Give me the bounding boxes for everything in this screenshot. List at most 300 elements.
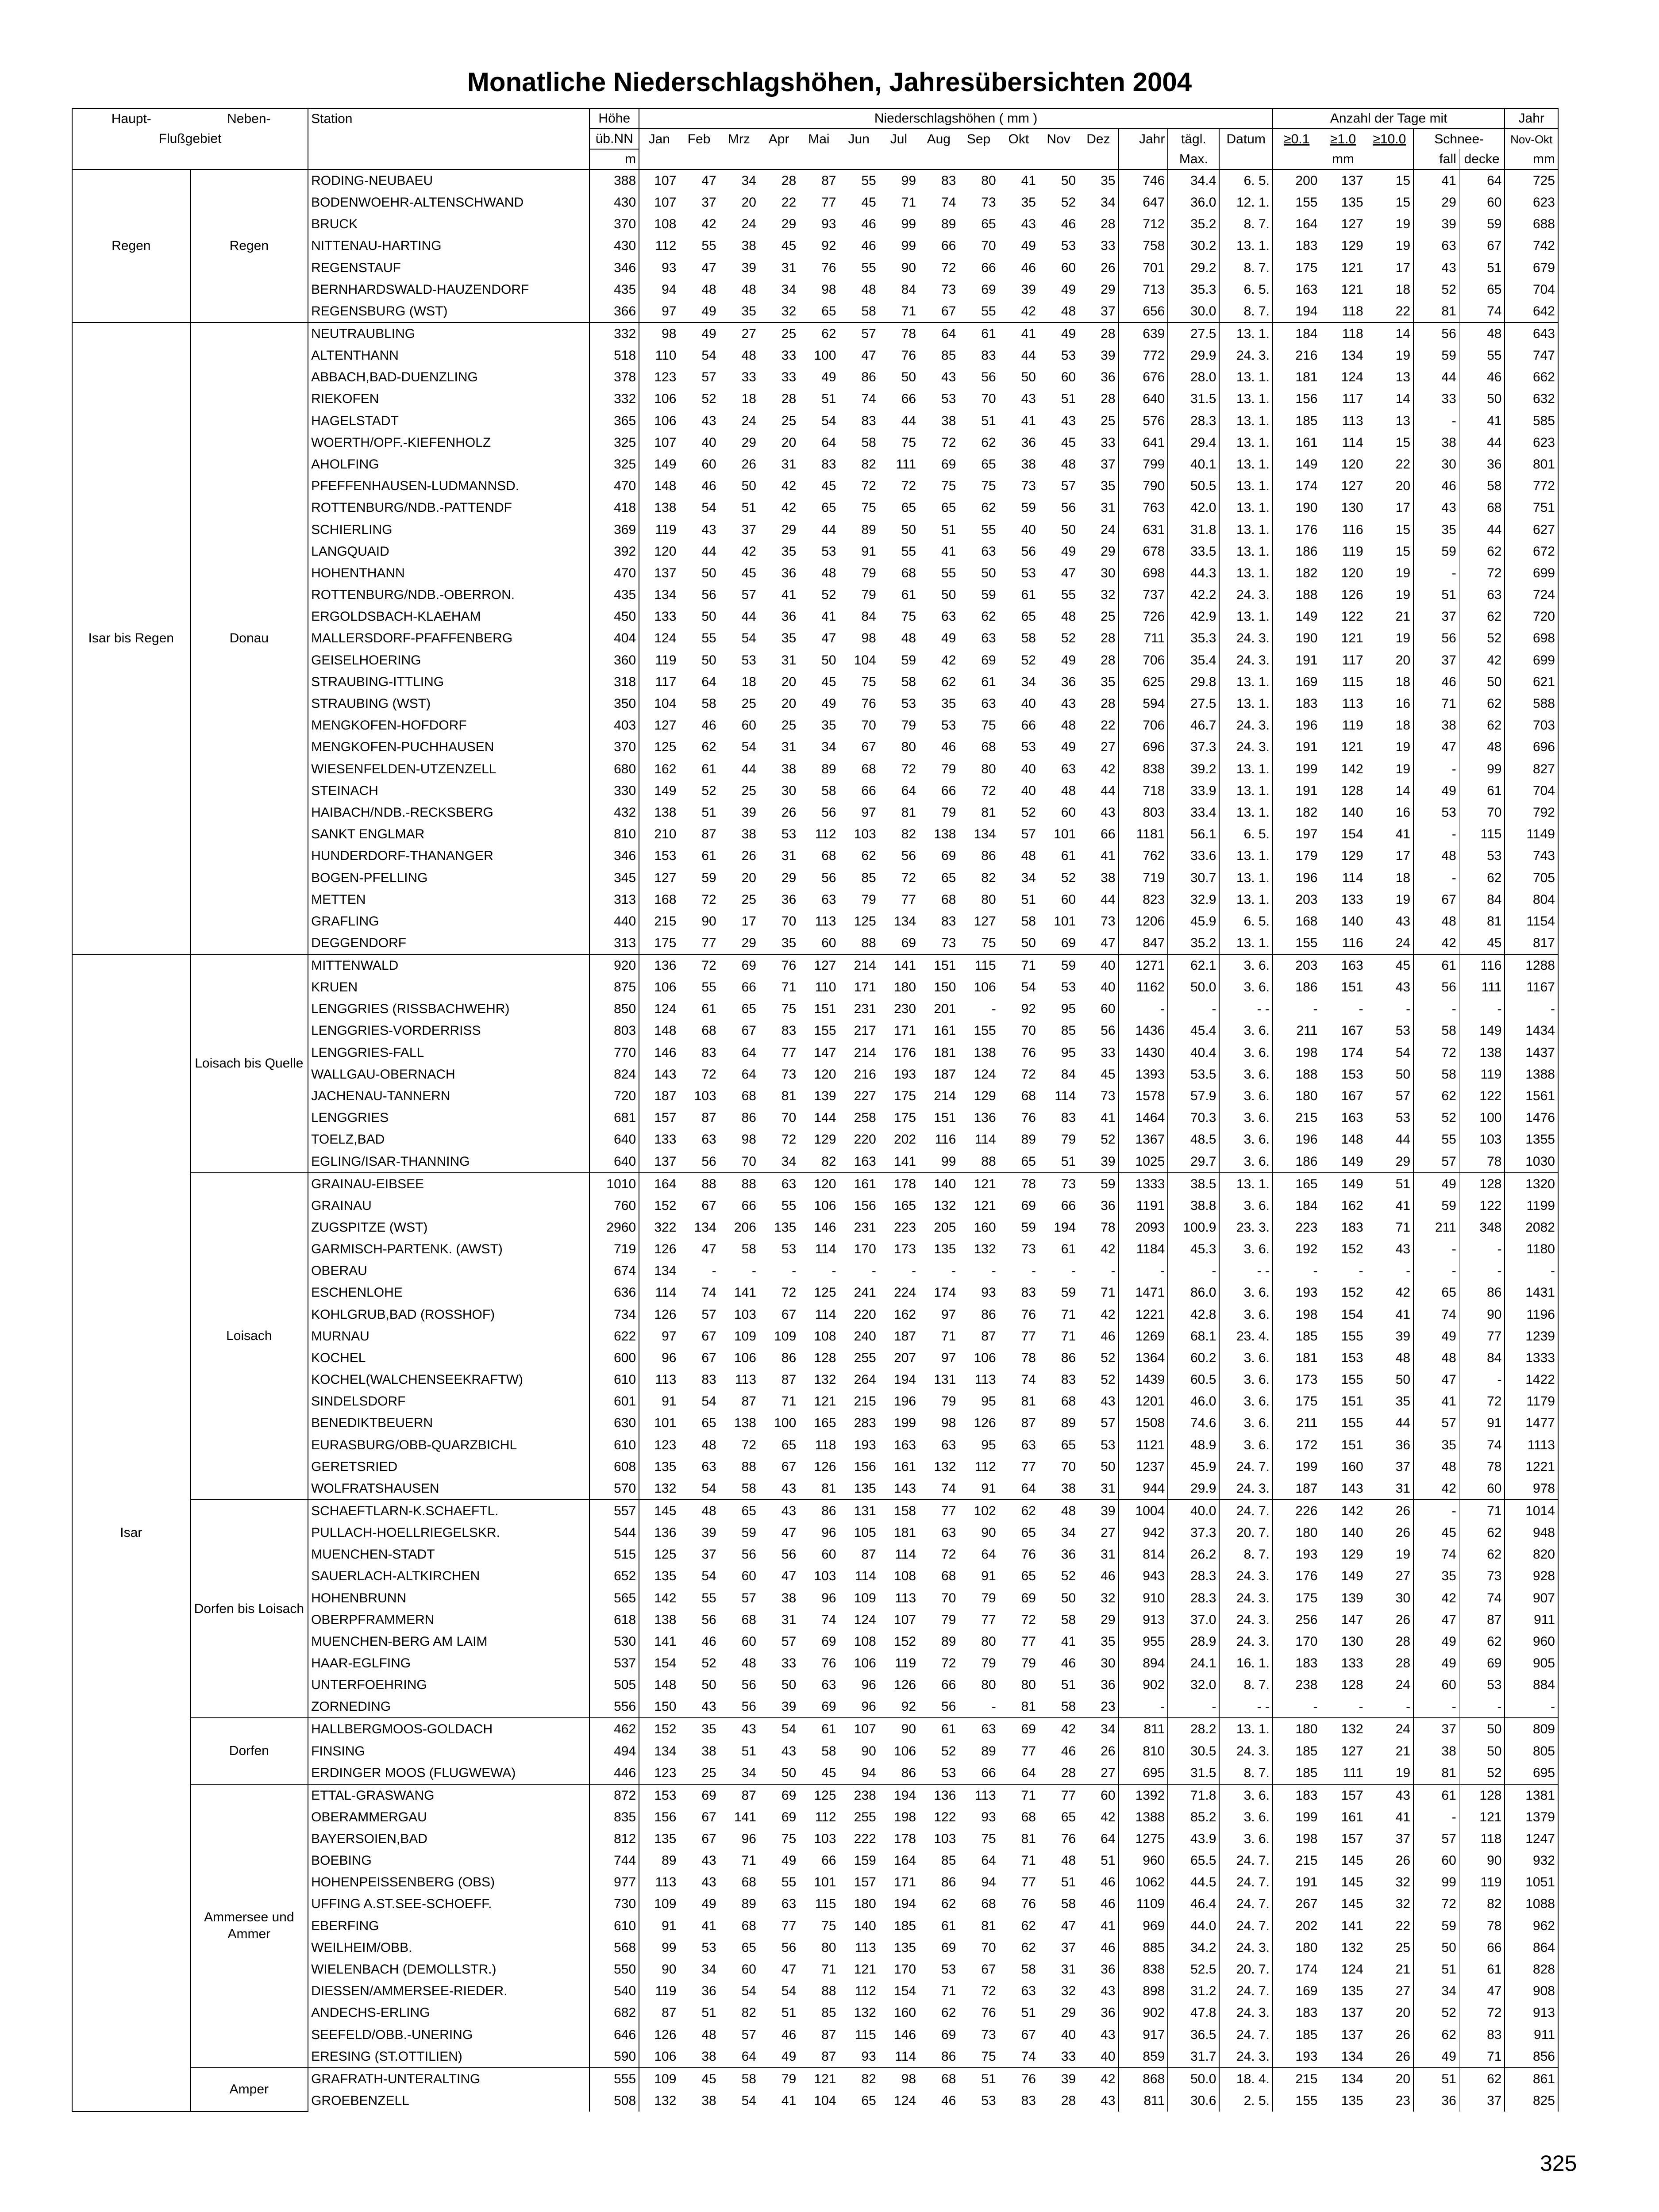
cell-jan: 146 xyxy=(654,1045,677,1060)
cell-jahr-novokt: 642 xyxy=(1505,300,1558,323)
cell-tage-100: 44 xyxy=(1366,1412,1413,1434)
cell-jul: 171 xyxy=(894,1875,916,1890)
cell-datum: 6. 5. xyxy=(1219,169,1273,192)
cell-tage-100: 71 xyxy=(1366,1217,1413,1238)
header-station-spacer2 xyxy=(308,149,589,169)
cell-station: NITTENAU-HARTING xyxy=(308,235,589,257)
cell-tage-10: 116 xyxy=(1342,522,1363,537)
cell-jan: 134 xyxy=(654,588,677,603)
header-month-apr: Apr xyxy=(768,131,789,146)
cell-schnee-decke: 72 xyxy=(1459,2002,1505,2024)
cell-schnee-decke: 78 xyxy=(1459,1456,1505,1478)
cell-schnee-decke: 87 xyxy=(1459,1609,1505,1631)
cell-sep: 127 xyxy=(974,914,996,929)
cell-nov: 50 xyxy=(1061,1590,1076,1605)
cell-jan: 135 xyxy=(654,1569,677,1584)
cell-mrz: 39 xyxy=(741,805,756,820)
cell-jahr: 647 xyxy=(1119,192,1168,213)
cell-mai: 139 xyxy=(814,1089,836,1104)
cell-okt: 43 xyxy=(1021,217,1036,232)
cell-dez: 28 xyxy=(1078,213,1118,235)
cell-station: ETTAL-GRASWANG xyxy=(308,1784,589,1806)
cell-hoehe: 636 xyxy=(589,1282,639,1303)
cell-tage-10: 145 xyxy=(1341,1875,1363,1890)
cell-schnee-fall: - xyxy=(1413,562,1459,584)
cell-mai: 35 xyxy=(821,718,836,733)
header-nov-okt: Nov-Okt xyxy=(1505,129,1558,149)
cell-apr: 55 xyxy=(781,1198,797,1213)
cell-apr: 51 xyxy=(781,2005,797,2020)
cell-jul: 99 xyxy=(901,173,916,188)
cell-schnee-fall: 41 xyxy=(1413,169,1459,192)
cell-tage-100: 16 xyxy=(1366,693,1413,714)
cell-jan: 134 xyxy=(654,1743,677,1759)
cell-jun: 121 xyxy=(854,1962,876,1977)
cell-taegl-max: 29.9 xyxy=(1168,345,1219,366)
cell-jahr: 1364 xyxy=(1119,1347,1168,1369)
cell-jun: 65 xyxy=(861,2093,876,2108)
cell-mai: 60 xyxy=(821,936,836,950)
cell-tage-10: 167 xyxy=(1341,1089,1363,1104)
cell-tage-01: 190 xyxy=(1295,500,1318,515)
cell-mai: 76 xyxy=(821,1656,836,1671)
cell-mrz: 64 xyxy=(741,1067,756,1082)
cell-feb: 65 xyxy=(701,1416,716,1431)
cell-apr: 53 xyxy=(781,1241,797,1256)
cell-dez: 42 xyxy=(1078,758,1118,780)
cell-hoehe: 835 xyxy=(589,1806,639,1828)
cell-jun: 106 xyxy=(854,1656,876,1671)
cell-jul: 193 xyxy=(894,1067,916,1082)
cell-jul: 107 xyxy=(894,1612,916,1627)
cell-mai: 92 xyxy=(821,238,836,253)
cell-apr: 31 xyxy=(781,457,797,472)
cell-mrz: 58 xyxy=(741,1481,756,1496)
cell-jan: 134 xyxy=(654,1263,677,1279)
cell-tage-100: 27 xyxy=(1366,1980,1413,2002)
cell-jahr-novokt: 805 xyxy=(1505,1740,1558,1762)
cell-tage-10: 129 xyxy=(1341,1547,1363,1562)
cell-okt: 48 xyxy=(1021,849,1036,864)
cell-nov: 61 xyxy=(1061,849,1076,864)
cell-tage-10: 115 xyxy=(1342,674,1363,689)
cell-station: ZUGSPITZE (WST) xyxy=(308,1217,589,1238)
cell-jahr-novokt: 913 xyxy=(1505,2002,1558,2024)
cell-jahr-novokt: 1388 xyxy=(1505,1064,1558,1085)
cell-feb: 38 xyxy=(701,2093,716,2108)
cell-jahr-novokt: 1088 xyxy=(1505,1893,1558,1915)
cell-hoehe: 505 xyxy=(589,1674,639,1696)
cell-jahr: 678 xyxy=(1119,541,1168,562)
cell-datum: 13. 1. xyxy=(1219,323,1273,345)
cell-tage-01: 156 xyxy=(1295,392,1318,407)
header-station-spacer xyxy=(308,129,589,149)
cell-aug: 63 xyxy=(941,609,956,624)
cell-sep: 61 xyxy=(958,323,998,345)
cell-sep: 56 xyxy=(981,370,996,385)
cell-station: PFEFFENHAUSEN-LUDMANNSD. xyxy=(308,475,589,497)
cell-jahr: 1206 xyxy=(1119,910,1168,932)
header-month-jun: Jun xyxy=(848,131,870,146)
cell-taegl-max: 45.4 xyxy=(1168,1020,1219,1041)
cell-mai: 44 xyxy=(821,522,836,537)
cell-aug: 35 xyxy=(941,696,956,711)
cell-station: SCHIERLING xyxy=(308,518,589,540)
cell-tage-10: 120 xyxy=(1341,457,1363,472)
cell-schnee-fall: 51 xyxy=(1413,2068,1459,2090)
cell-jahr: 942 xyxy=(1119,1522,1168,1544)
cell-tage-01: 199 xyxy=(1295,1459,1318,1474)
cell-mai: 49 xyxy=(821,696,836,711)
cell-schnee-fall: 60 xyxy=(1413,1674,1459,1696)
header-datum-spacer xyxy=(1219,149,1273,169)
cell-jahr-novokt: 1333 xyxy=(1505,1347,1558,1369)
cell-jan: 91 xyxy=(662,1918,677,1933)
cell-station: SINDELSDORF xyxy=(308,1390,589,1412)
cell-mai: 69 xyxy=(821,1699,836,1714)
cell-hoehe: 370 xyxy=(589,736,639,758)
cell-feb: 87 xyxy=(701,827,716,842)
cell-mrz: 70 xyxy=(741,1154,756,1169)
cell-jun: 170 xyxy=(854,1241,876,1256)
cell-tage-01: 169 xyxy=(1295,1984,1318,1999)
cell-mrz: 24 xyxy=(741,413,756,428)
cell-feb: 55 xyxy=(701,238,716,253)
cell-dez: 27 xyxy=(1078,736,1118,758)
cell-mrz: 51 xyxy=(741,500,756,515)
cell-feb: - xyxy=(712,1263,716,1279)
cell-mrz: 18 xyxy=(741,392,756,407)
cell-mai: 82 xyxy=(821,1154,836,1169)
cell-hoehe: 330 xyxy=(589,780,639,802)
cell-feb: 62 xyxy=(701,740,716,755)
cell-sep: 87 xyxy=(981,1329,996,1344)
cell-jun: 62 xyxy=(861,849,876,864)
cell-station: REGENSTAUF xyxy=(308,257,589,279)
cell-aug: 77 xyxy=(919,1500,958,1522)
cell-dez: 40 xyxy=(1078,2046,1118,2068)
cell-jahr: 695 xyxy=(1119,1762,1168,1784)
cell-sep: 63 xyxy=(981,631,996,646)
cell-tage-01: 181 xyxy=(1295,1350,1318,1365)
cell-jahr: 1333 xyxy=(1119,1173,1168,1195)
cell-apr: 30 xyxy=(781,783,797,798)
cell-feb: 46 xyxy=(701,1634,716,1649)
cell-nov: 59 xyxy=(1061,1285,1076,1300)
cell-jul: 71 xyxy=(901,303,916,319)
haupt-flussgebiet-cell: Regen xyxy=(72,169,190,323)
cell-jahr: 718 xyxy=(1119,780,1168,802)
cell-schnee-fall: 81 xyxy=(1413,1762,1459,1784)
cell-jan: 93 xyxy=(662,260,677,275)
cell-tage-100: 19 xyxy=(1366,345,1413,366)
cell-apr: 87 xyxy=(781,1372,797,1387)
cell-taegl-max: 31.5 xyxy=(1168,1762,1219,1784)
cell-tage-01: 161 xyxy=(1295,435,1318,450)
cell-jul: 126 xyxy=(894,1678,916,1693)
cell-hoehe: 622 xyxy=(589,1325,639,1347)
cell-tage-100: 41 xyxy=(1366,1303,1413,1325)
cell-taegl-max: 36.5 xyxy=(1168,2024,1219,2046)
cell-feb: 59 xyxy=(701,870,716,885)
cell-jun: 89 xyxy=(861,522,876,537)
cell-aug: 72 xyxy=(941,1547,956,1562)
cell-schnee-fall: 46 xyxy=(1413,671,1459,693)
cell-station: BAYERSOIEN,BAD xyxy=(308,1828,589,1850)
cell-okt: 81 xyxy=(1021,1394,1036,1409)
cell-tage-100: 22 xyxy=(1366,300,1413,323)
cell-taegl-max: 28.3 xyxy=(1168,1565,1219,1587)
cell-jahr: 1436 xyxy=(1119,1020,1168,1041)
cell-jan: 175 xyxy=(654,936,677,950)
cell-jahr-novokt: 907 xyxy=(1505,1587,1558,1609)
cell-schnee-fall: 55 xyxy=(1413,1129,1459,1150)
cell-jun: 113 xyxy=(855,1940,876,1955)
cell-nov: 53 xyxy=(1061,348,1076,363)
cell-feb: 72 xyxy=(701,1067,716,1082)
cell-station: ESCHENLOHE xyxy=(308,1282,589,1303)
cell-tage-10: 126 xyxy=(1341,588,1363,603)
neben-flussgebiet-cell: Loisach bis Quelle xyxy=(190,954,308,1173)
cell-schnee-decke: 50 xyxy=(1459,1740,1505,1762)
cell-tage-100: 41 xyxy=(1366,1806,1413,1828)
cell-jahr: 955 xyxy=(1119,1631,1168,1652)
cell-tage-10: 137 xyxy=(1341,2027,1363,2042)
cell-jahr-novokt: - xyxy=(1505,1696,1558,1718)
cell-aug: 43 xyxy=(941,370,956,385)
cell-tage-10: 117 xyxy=(1342,392,1363,407)
cell-sep: 136 xyxy=(974,1110,996,1125)
cell-datum: 8. 7. xyxy=(1219,213,1273,235)
cell-tage-01: 185 xyxy=(1295,1743,1318,1759)
cell-tage-100: 18 xyxy=(1366,671,1413,693)
cell-sep: - xyxy=(991,1263,996,1279)
cell-sep: 55 xyxy=(981,522,996,537)
cell-sep: 65 xyxy=(981,457,996,472)
cell-jan: 98 xyxy=(639,323,679,345)
cell-jun: 220 xyxy=(854,1132,876,1147)
cell-tage-100: 50 xyxy=(1366,1369,1413,1390)
cell-apr: 54 xyxy=(759,1718,799,1740)
cell-feb: 48 xyxy=(701,282,716,297)
cell-tage-10: 128 xyxy=(1341,783,1363,798)
cell-mai: 113 xyxy=(815,914,836,929)
cell-dez: 46 xyxy=(1078,1937,1118,1959)
cell-tage-10: 161 xyxy=(1341,1809,1363,1824)
cell-jul: 181 xyxy=(894,1525,916,1540)
cell-mai: 126 xyxy=(814,1459,836,1474)
cell-taegl-max: 30.7 xyxy=(1168,867,1219,888)
cell-tage-10: 121 xyxy=(1341,740,1363,755)
cell-nov: 53 xyxy=(1061,980,1076,995)
cell-jahr-novokt: 1154 xyxy=(1505,910,1558,932)
cell-tage-01: 191 xyxy=(1295,1875,1318,1890)
cell-mai: 98 xyxy=(821,282,836,297)
cell-jahr-novokt: 725 xyxy=(1505,169,1558,192)
cell-nov: 84 xyxy=(1061,1067,1076,1082)
cell-jahr-novokt: 1247 xyxy=(1505,1828,1558,1850)
cell-apr: 25 xyxy=(759,323,799,345)
cell-okt: 52 xyxy=(1021,653,1036,668)
cell-sep: 91 xyxy=(981,1569,996,1584)
cell-taegl-max: 33.9 xyxy=(1168,780,1219,802)
cell-hoehe: 760 xyxy=(589,1195,639,1217)
cell-tage-10: - xyxy=(1359,1002,1363,1017)
cell-tage-100: 37 xyxy=(1366,1456,1413,1478)
cell-jan: 143 xyxy=(654,1067,677,1082)
cell-taegl-max: 28.2 xyxy=(1168,1718,1219,1740)
cell-sep: 129 xyxy=(974,1089,996,1104)
cell-tage-10: 121 xyxy=(1341,631,1363,646)
cell-station: OBERPFRAMMERN xyxy=(308,1609,589,1631)
cell-mai: 89 xyxy=(821,761,836,776)
cell-schnee-fall: 62 xyxy=(1413,2024,1459,2046)
cell-schnee-decke: - xyxy=(1459,1238,1505,1260)
cell-apr: 49 xyxy=(781,1853,797,1868)
cell-jun: 68 xyxy=(861,761,876,776)
cell-jun: 48 xyxy=(861,282,876,297)
cell-jun: 216 xyxy=(854,1067,876,1082)
cell-dez: 43 xyxy=(1078,2090,1118,2112)
cell-tage-100: 23 xyxy=(1366,2090,1413,2112)
cell-jahr: 799 xyxy=(1119,453,1168,475)
cell-apr: 45 xyxy=(781,238,797,253)
cell-feb: 49 xyxy=(679,323,719,345)
cell-tage-01: 194 xyxy=(1295,303,1318,319)
cell-datum: 3. 6. xyxy=(1219,1412,1273,1434)
cell-datum: 13. 1. xyxy=(1219,518,1273,540)
cell-mrz: 56 xyxy=(741,1547,756,1562)
cell-jan: 135 xyxy=(654,1459,677,1474)
cell-schnee-fall: 59 xyxy=(1413,541,1459,562)
cell-mrz: 58 xyxy=(719,2068,759,2090)
cell-tage-10: 137 xyxy=(1341,2005,1363,2020)
cell-schnee-fall: 47 xyxy=(1413,1609,1459,1631)
cell-feb: 67 xyxy=(701,1809,716,1824)
cell-schnee-decke: 74 xyxy=(1459,1587,1505,1609)
cell-schnee-decke: 60 xyxy=(1459,1478,1505,1500)
cell-tage-100: 27 xyxy=(1366,1565,1413,1587)
cell-schnee-decke: 74 xyxy=(1459,1434,1505,1456)
cell-mrz: 42 xyxy=(741,544,756,559)
cell-apr: 42 xyxy=(781,479,797,494)
cell-jul: 141 xyxy=(894,1154,916,1169)
cell-jan: 112 xyxy=(655,238,677,253)
cell-mrz: 66 xyxy=(741,1198,756,1213)
cell-tage-100: 15 xyxy=(1366,192,1413,213)
cell-station: MURNAU xyxy=(308,1325,589,1347)
cell-datum: 8. 7. xyxy=(1219,257,1273,279)
cell-mrz: 33 xyxy=(741,370,756,385)
cell-jahr-novokt: 1476 xyxy=(1505,1107,1558,1129)
cell-tage-100: 44 xyxy=(1366,1129,1413,1150)
cell-tage-100: 22 xyxy=(1366,453,1413,475)
cell-jan: 141 xyxy=(654,1634,677,1649)
cell-jun: 283 xyxy=(854,1416,876,1431)
cell-nov: 33 xyxy=(1061,2049,1076,2064)
cell-tage-100: 19 xyxy=(1366,213,1413,235)
cell-mrz: 38 xyxy=(741,827,756,842)
cell-mrz: 51 xyxy=(741,1743,756,1759)
cell-sep: 63 xyxy=(981,696,996,711)
cell-okt: 69 xyxy=(999,1718,1039,1740)
cell-okt: 51 xyxy=(1021,892,1036,907)
cell-station: SAUERLACH-ALTKIRCHEN xyxy=(308,1565,589,1587)
cell-tage-10: 134 xyxy=(1320,2068,1366,2090)
cell-jun: 94 xyxy=(861,1765,876,1780)
cell-schnee-decke: 78 xyxy=(1459,1915,1505,1937)
cell-apr: 25 xyxy=(781,718,797,733)
cell-nov: 85 xyxy=(1061,1023,1076,1038)
cell-taegl-max: 53.5 xyxy=(1168,1064,1219,1085)
cell-jun: 193 xyxy=(854,1437,876,1452)
cell-jun: 55 xyxy=(861,173,876,188)
cell-jul: 78 xyxy=(879,323,919,345)
cell-sep: 63 xyxy=(958,1718,998,1740)
cell-jahr: 712 xyxy=(1119,213,1168,235)
cell-hoehe: 850 xyxy=(589,998,639,1020)
cell-sep: 94 xyxy=(981,1875,996,1890)
cell-jun: 227 xyxy=(854,1089,876,1104)
cell-taegl-max: 45.3 xyxy=(1168,1238,1219,1260)
cell-datum: 13. 1. xyxy=(1219,802,1273,823)
cell-nov: 77 xyxy=(1039,1784,1078,1806)
cell-jul: 84 xyxy=(901,282,916,297)
cell-tage-10: 149 xyxy=(1320,1173,1366,1195)
cell-okt: 77 xyxy=(1021,1634,1036,1649)
cell-tage-10: 111 xyxy=(1343,1765,1363,1780)
cell-feb: 48 xyxy=(701,2027,716,2042)
cell-datum: 13. 1. xyxy=(1219,758,1273,780)
cell-datum: 24. 3. xyxy=(1219,714,1273,736)
cell-datum: 13. 1. xyxy=(1219,932,1273,954)
cell-aug: 65 xyxy=(941,500,956,515)
cell-apr: 47 xyxy=(781,1569,797,1584)
cell-taegl-max: 30.6 xyxy=(1168,2090,1219,2112)
cell-jahr-novokt: 817 xyxy=(1505,932,1558,954)
cell-tage-100: 13 xyxy=(1366,410,1413,432)
cell-hoehe: 555 xyxy=(589,2068,639,2090)
cell-apr: 43 xyxy=(759,1500,799,1522)
cell-tage-100: 19 xyxy=(1366,758,1413,780)
cell-mai: 51 xyxy=(821,392,836,407)
cell-hoehe: 734 xyxy=(589,1303,639,1325)
cell-tage-01: 164 xyxy=(1295,217,1318,232)
cell-schnee-decke: 77 xyxy=(1459,1325,1505,1347)
cell-hoehe: 462 xyxy=(589,1718,639,1740)
cell-jul: 230 xyxy=(894,1002,916,1017)
cell-mai: 114 xyxy=(815,1241,836,1256)
cell-tage-100: 20 xyxy=(1366,2068,1413,2090)
cell-aug: 53 xyxy=(941,1765,956,1780)
cell-dez: 52 xyxy=(1078,1129,1118,1150)
cell-apr: 135 xyxy=(774,1220,797,1235)
cell-aug: 85 xyxy=(941,1853,956,1868)
cell-jul: 114 xyxy=(895,1547,916,1562)
cell-jun: 90 xyxy=(861,1743,876,1759)
cell-dez: 36 xyxy=(1078,2002,1118,2024)
cell-jan: 150 xyxy=(654,1699,677,1714)
cell-jul: 82 xyxy=(901,827,916,842)
cell-sep: 134 xyxy=(974,827,996,842)
cell-mrz: 20 xyxy=(741,195,756,210)
cell-station: WIESENFELDEN-UTZENZELL xyxy=(308,758,589,780)
cell-apr: 42 xyxy=(781,500,797,515)
cell-datum: 24. 3. xyxy=(1219,1937,1273,1959)
cell-jul: 75 xyxy=(901,609,916,624)
cell-jun: 240 xyxy=(854,1329,876,1344)
cell-tage-10: 153 xyxy=(1341,1350,1363,1365)
